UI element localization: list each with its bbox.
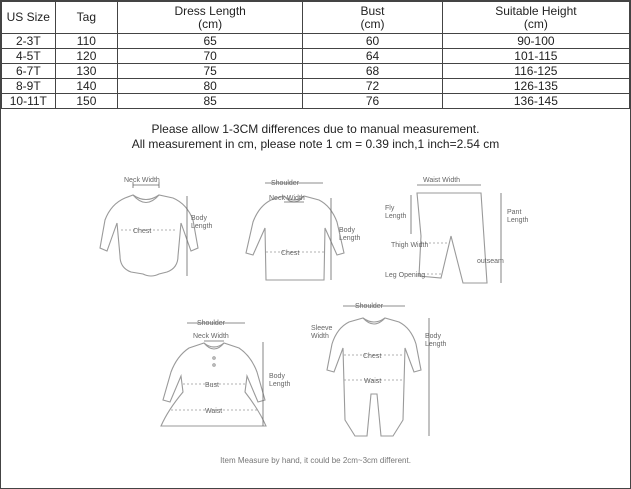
cell-height: 90-100 [442, 34, 629, 49]
cell-height: 101-115 [442, 49, 629, 64]
pants-fly-label-2: Length [385, 213, 407, 220]
cell-dress-length: 85 [118, 94, 303, 109]
bodysuit-neck-label: Neck Width [124, 177, 160, 184]
tshirt-shoulder-label: Shoulder [271, 180, 300, 187]
tshirt-length-label: Body [339, 227, 355, 234]
cell-tag: 110 [55, 34, 117, 49]
table-header-row [2, 2, 630, 34]
bodysuit-length-label-2: Length [191, 223, 213, 230]
romper-length-label: Body [425, 333, 441, 340]
size-table [1, 1, 630, 109]
pants-thigh-label: Thigh Width [391, 242, 429, 249]
pants-illustration [385, 177, 529, 283]
measurement-notes [1, 122, 630, 152]
cell-tag: 140 [55, 79, 117, 94]
note-line-1: Please allow 1-3CM differences due to manual measurement. [151, 122, 480, 136]
measurement-diagram [1, 158, 630, 454]
cell-tag: 150 [55, 94, 117, 109]
cell-size: 8-9T [2, 79, 56, 94]
romper-length-label-2: Length [425, 341, 447, 348]
romper-chest-label: Chest [363, 353, 382, 360]
pants-length-label: Pant [507, 209, 522, 216]
header-bust: Bust (cm) [303, 2, 443, 34]
cell-height: 136-145 [442, 94, 629, 109]
table-row [2, 94, 630, 109]
pants-fly-label: Fly [385, 205, 395, 212]
dress-illustration [161, 320, 291, 426]
cell-dress-length: 80 [118, 79, 303, 94]
header-tag: Tag [55, 2, 117, 34]
bodysuit-chest-label: Chest [133, 228, 152, 235]
tshirt-chest-label: Chest [281, 250, 300, 257]
tshirt-length-label-2: Length [339, 235, 361, 242]
footer-note: Item Measure by hand, it could be 2cm~3cm different. [220, 456, 411, 465]
romper-illustration [311, 303, 447, 436]
cell-height: 126-135 [442, 79, 629, 94]
cell-dress-length: 70 [118, 49, 303, 64]
table-row [2, 64, 630, 79]
tshirt-illustration [246, 180, 361, 280]
romper-sleeve-label-2: Width [311, 333, 329, 340]
pants-length-label-2: Length [507, 217, 529, 224]
cell-bust: 72 [303, 79, 443, 94]
table-row [2, 79, 630, 94]
cell-dress-length: 65 [118, 34, 303, 49]
cell-size: 4-5T [2, 49, 56, 64]
cell-size: 6-7T [2, 64, 56, 79]
cell-bust: 76 [303, 94, 443, 109]
dress-bust-label: Bust [205, 382, 220, 389]
cell-tag: 120 [55, 49, 117, 64]
dress-length-label-2: Length [269, 381, 291, 388]
dress-waist-label: Waist [205, 408, 223, 415]
cell-dress-length: 75 [118, 64, 303, 79]
pants-waist-label: Waist Width [423, 177, 461, 184]
romper-waist-label: Waist [364, 378, 382, 385]
table-row [2, 34, 630, 49]
romper-sleeve-label: Sleeve [311, 325, 333, 332]
header-us-size: US Size [2, 2, 56, 34]
pants-leg-label: Leg Opening [385, 272, 426, 279]
cell-tag: 130 [55, 64, 117, 79]
cell-height: 116-125 [442, 64, 629, 79]
header-suitable-height: Suitable Height (cm) [442, 2, 629, 34]
table-row [2, 49, 630, 64]
bodysuit-length-label: Body [191, 215, 207, 222]
cell-bust: 68 [303, 64, 443, 79]
pants-outseam-label: outseam [477, 258, 504, 265]
header-dress-length: Dress Length (cm) [118, 2, 303, 34]
dress-shoulder-label: Shoulder [197, 320, 226, 327]
cell-bust: 60 [303, 34, 443, 49]
cell-size: 10-11T [2, 94, 56, 109]
cell-bust: 64 [303, 49, 443, 64]
bodysuit-illustration [100, 177, 213, 276]
dress-length-label: Body [269, 373, 285, 380]
note-line-2: All measurement in cm, please note 1 cm = 0.39 inch,1 inch=2.54 cm [131, 137, 500, 151]
dress-neck-label: Neck Width [193, 333, 229, 340]
romper-shoulder-label: Shoulder [355, 303, 384, 310]
cell-size: 2-3T [2, 34, 56, 49]
tshirt-neck-label: Neck Width [269, 195, 305, 202]
